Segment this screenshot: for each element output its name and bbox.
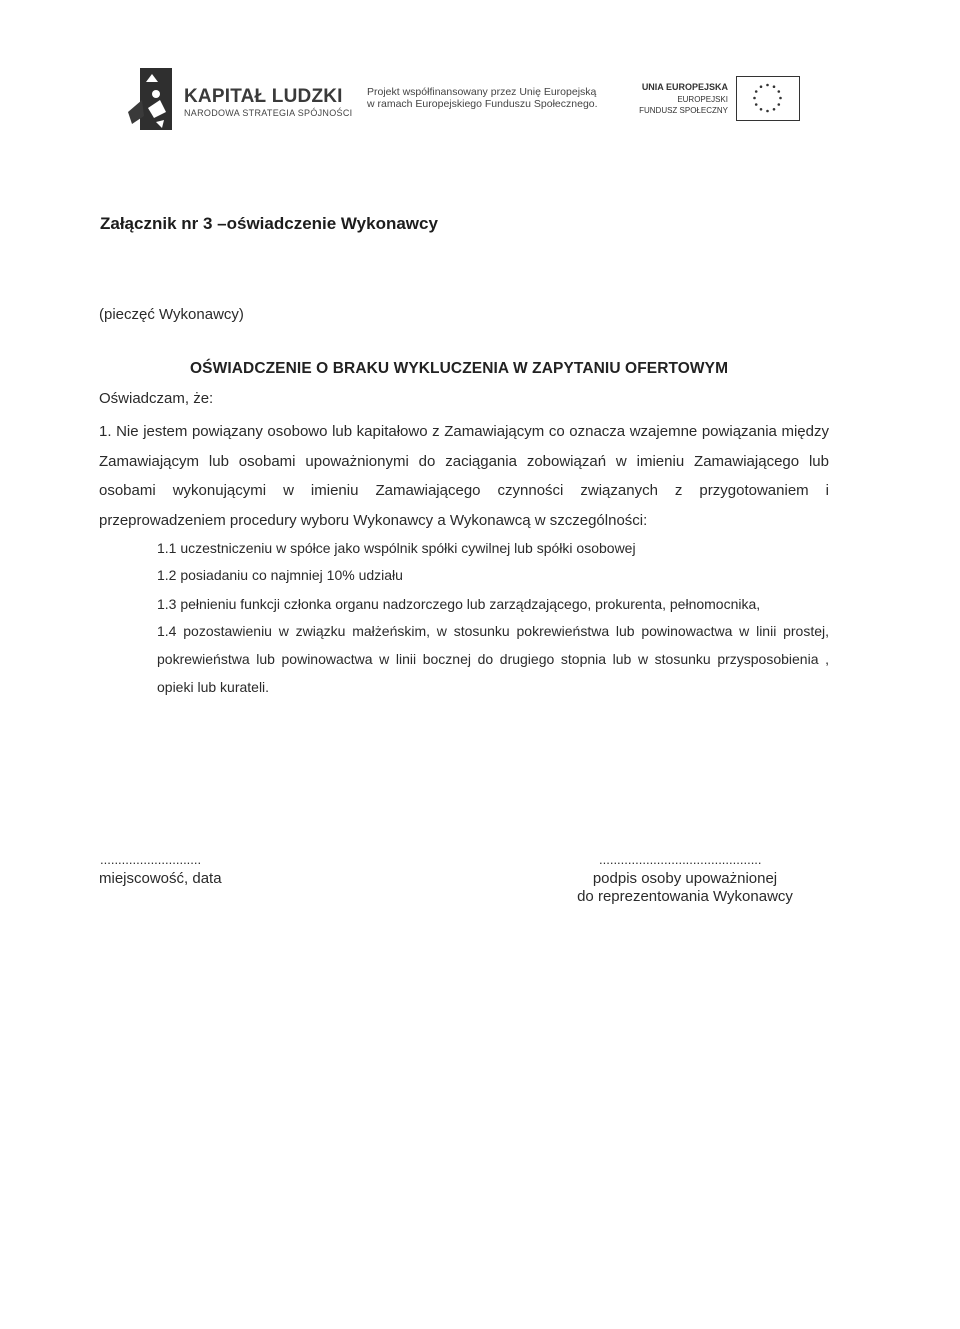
place-date-dotted-line: ............................ xyxy=(100,852,202,867)
list-item-1-1: 1.1 uczestniczeniu w spółce jako wspólnik spółki cywilnej lub spółki osobowej xyxy=(157,540,636,556)
kapital-ludzki-subtitle: NARODOWA STRATEGIA SPÓJNOŚCI xyxy=(184,108,353,118)
signature-label-line-2: do reprezentowania Wykonawcy xyxy=(577,888,793,905)
paragraph-1: 1. Nie jestem powiązany osobowo lub kapitałowo z Zamawiającym co oznacza wzajemne powiązania między Zamawiającym lub osobami upoważnionymi do zaciągania zobowiązań w imieniu Zamawiającego lub osobami wykonującymi w imieniu Zamawiającego czynności związanych z przygotowaniem i przeprowadzeniem procedury wyboru Wykonawcy a Wykonawcą w szczególności: xyxy=(99,423,829,529)
eu-label-line-2: EUROPEJSKI xyxy=(677,95,728,104)
eu-label-line-3: FUNDUSZ SPOŁECZNY xyxy=(639,106,728,115)
eu-label-line-1: UNIA EUROPEJSKA xyxy=(641,82,728,92)
contractor-stamp-label: (pieczęć Wykonawcy) xyxy=(99,306,244,323)
list-item-1-2: 1.2 posiadaniu co najmniej 10% udziału xyxy=(157,567,403,583)
place-date-label: miejscowość, data xyxy=(99,870,222,887)
project-note-line-2: w ramach Europejskiego Funduszu Społecznego. xyxy=(367,98,598,110)
project-note-line-1: Projekt współfinansowany przez Unię Europejską xyxy=(367,86,597,98)
document-title: Załącznik nr 3 –oświadczenie Wykonawcy xyxy=(100,214,438,233)
eu-flag-icon xyxy=(736,76,800,121)
list-item-1-4: 1.4 pozostawieniu w związku małżeńskim, w stosunku pokrewieństwa lub powinowactwa w linii prostej, pokrewieństwa lub powinowactwa w linii bocznej do drugiego stopnia lub w stosunku przysposobienia , opieki lub kurateli. xyxy=(157,623,829,695)
declaration-intro: Oświadczam, że: xyxy=(99,390,214,407)
signature-dotted-line: ............................................. xyxy=(599,852,762,867)
kapital-ludzki-logo-icon xyxy=(126,64,174,134)
kapital-ludzki-title: KAPITAŁ LUDZKI xyxy=(184,86,343,107)
signature-label-line-1: podpis osoby upoważnionej xyxy=(592,870,778,887)
list-item-1-3: 1.3 pełnieniu funkcji członka organu nadzorczego lub zarządzającego, prokurenta, pełnomocnika, xyxy=(157,596,761,612)
statement-heading: OŚWIADCZENIE O BRAKU WYKLUCZENIA W ZAPYTANIU OFERTOWYM xyxy=(190,360,729,377)
